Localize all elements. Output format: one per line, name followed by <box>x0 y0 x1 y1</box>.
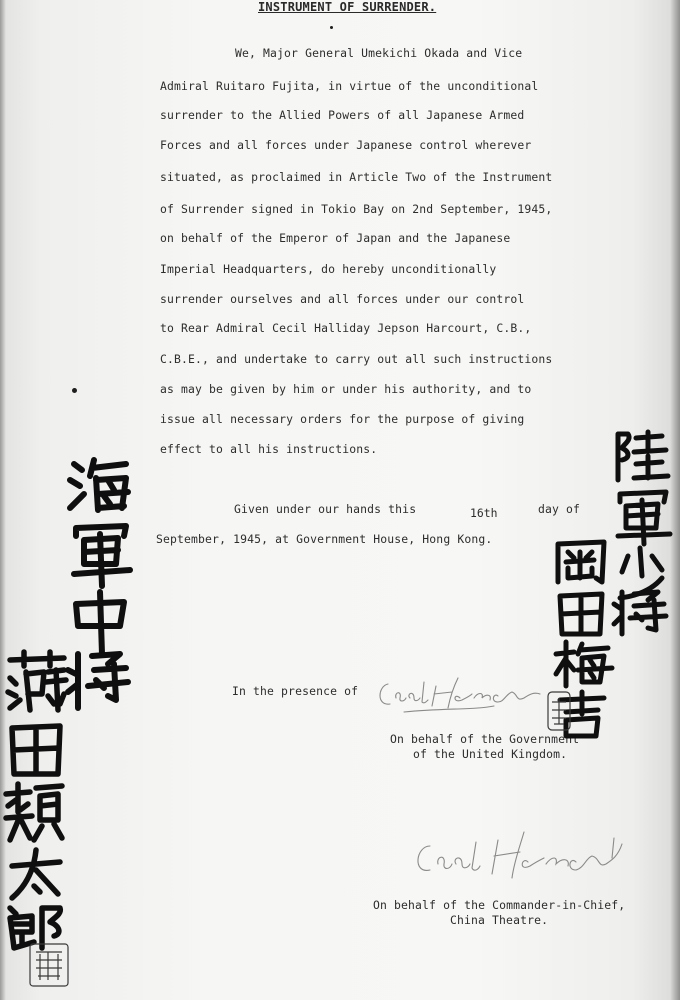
body-line: Forces and all forces under Japanese control wherever <box>160 138 532 152</box>
body-line: on behalf of the Emperor of Japan and the Japanese <box>160 231 511 245</box>
uk-behalf-line-2: of the United Kingdom. <box>413 747 568 761</box>
body-line: to Rear Admiral Cecil Halliday Jepson Harcourt, C.B., <box>160 321 532 335</box>
uk-behalf-line-1: On behalf of the Government <box>390 732 580 746</box>
body-line: of Surrender signed in Tokio Bay on 2nd September, 1945, <box>160 202 553 216</box>
given-line-start: Given under our hands this <box>234 502 417 516</box>
document-title: INSTRUMENT OF SURRENDER. <box>258 0 437 14</box>
body-line: C.B.E., and undertake to carry out all such instructions <box>160 352 553 366</box>
body-line: Imperial Headquarters, do hereby unconditionally <box>160 262 497 276</box>
body-line: situated, as proclaimed in Article Two of the Instrument <box>160 170 553 184</box>
body-line: surrender to the Allied Powers of all Japanese Armed <box>160 108 525 122</box>
body-line: We, Major General Umekichi Okada and Vice <box>235 46 523 60</box>
presence-label: In the presence of <box>232 684 359 698</box>
china-behalf-line-2: China Theatre. <box>450 913 549 927</box>
body-line: as may be given by him or under his authority, and to <box>160 382 532 396</box>
body-line: effect to all his instructions. <box>160 442 378 456</box>
given-day-of: day of <box>538 502 581 516</box>
body-line: issue all necessary orders for the purpose of giving <box>160 412 525 426</box>
fujita-seal <box>28 942 72 990</box>
china-behalf-line-1: On behalf of the Commander-in-Chief, <box>373 898 626 912</box>
kanji-fujita-name <box>0 650 78 950</box>
okada-seal <box>546 690 574 734</box>
ink-speck <box>72 388 77 393</box>
given-line-end: September, 1945, at Government House, Hong Kong. <box>156 532 493 546</box>
body-line: Admiral Ruitaro Fujita, in virtue of the unconditional <box>160 79 539 93</box>
ink-speck <box>330 26 333 29</box>
day-value: 16th <box>470 506 498 520</box>
kanji-army-title <box>612 428 680 638</box>
body-line: surrender ourselves and all forces under our control <box>160 292 525 306</box>
